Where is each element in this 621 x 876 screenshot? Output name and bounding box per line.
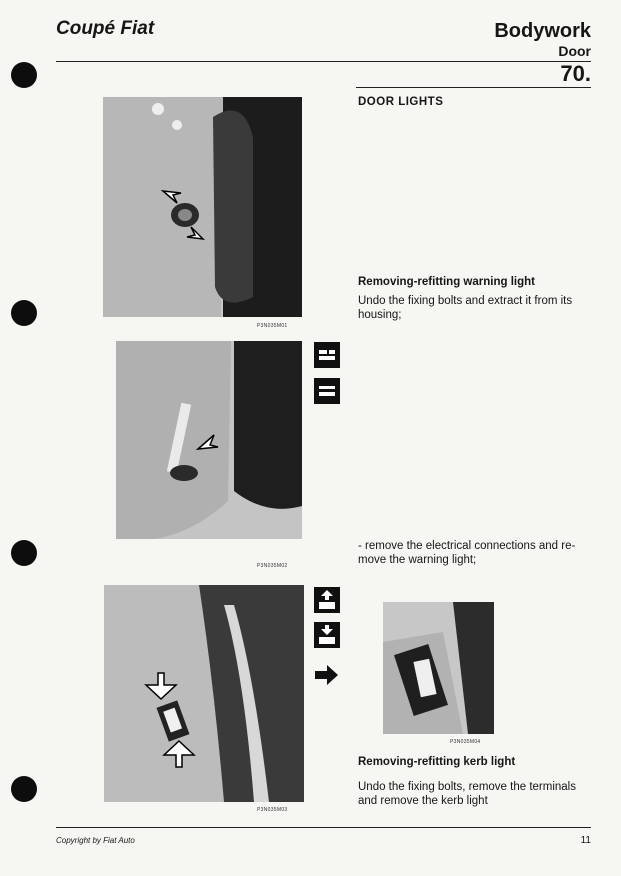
disconnect-battery-icon (314, 342, 340, 368)
chapter-number: 70. (560, 61, 591, 86)
figure-kerb-light-removed (383, 602, 494, 734)
stand-icon (314, 378, 340, 404)
refit-icon (314, 622, 340, 648)
copyright-text: Copyright by Fiat Auto (56, 836, 135, 845)
page-number: 11 (580, 835, 591, 846)
figure-warning-light-removed (116, 341, 302, 539)
kerb-light-heading: Removing-refitting kerb light (358, 756, 516, 768)
next-step-arrow-icon (315, 664, 339, 686)
kerb-light-text: Undo the fixing bolts, remove the terminals and remove the kerb light (358, 781, 576, 807)
binder-hole (11, 540, 37, 566)
binder-hole (11, 62, 37, 88)
binder-hole (11, 300, 37, 326)
subsection-title: Door (558, 43, 591, 59)
footer-rule (56, 827, 591, 828)
figure-caption: P3N035M01 (257, 323, 288, 329)
warning-light-text-2: - remove the electrical connections and re-move the warning light; (358, 540, 576, 566)
figure-caption: P3N035M04 (450, 739, 481, 745)
warning-light-text-1: Undo the fixing bolts and extract it from its housing; (358, 295, 573, 321)
figure-kerb-light-location (104, 585, 304, 802)
warning-light-heading: Removing-refitting warning light (358, 276, 535, 288)
remove-icon (314, 587, 340, 613)
header-rule (56, 61, 591, 62)
figure-warning-light-location (103, 97, 302, 317)
brand-title: Coupé Fiat (56, 18, 155, 39)
section-title: Bodywork (494, 20, 591, 42)
binder-hole (11, 776, 37, 802)
chapter-rule (356, 87, 591, 88)
figure-caption: P3N035M03 (257, 807, 288, 813)
figure-caption: P3N035M02 (257, 563, 288, 569)
page-title: DOOR LIGHTS (358, 96, 444, 108)
